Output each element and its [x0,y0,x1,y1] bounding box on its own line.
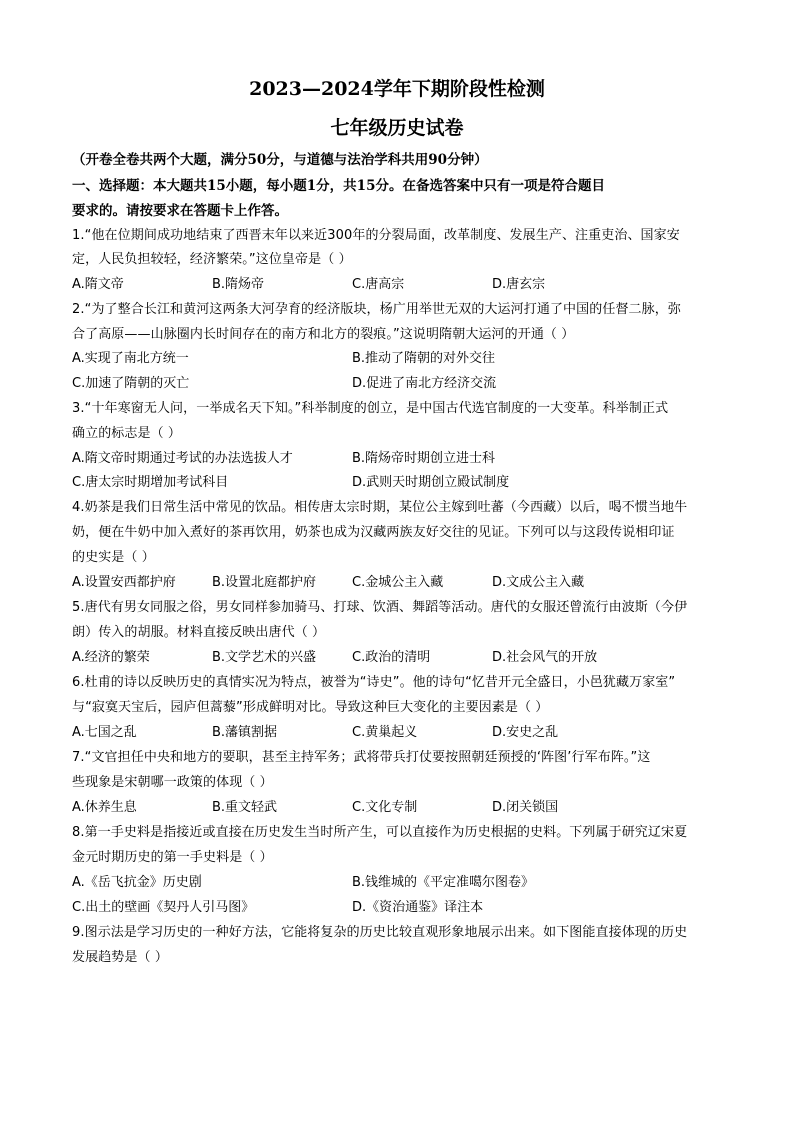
option-b: B.文学艺术的兴盛 [212,650,317,665]
option-d: D.武则天时期创立殿试制度 [352,475,510,490]
question-8-line-2: 金元时期历史的第一手史料是（ ） [72,850,273,865]
question-9-line-1: 9.图示法是学习历史的一种好方法，它能将复杂的历史比较直观形象地展示出来。如下图能直接体现的历史 [72,925,688,940]
option-a: A.经济的繁荣 [72,650,150,665]
question-3-line-2: 确立的标志是（ ） [72,426,182,441]
exam-note: （开卷全卷共两个大题，满分50分，与道德与法治学科共用90分钟） [72,152,488,168]
option-b: B.隋炀帝时期创立进士科 [352,451,496,466]
option-a: A.隋文帝 [72,277,124,292]
option-c: C.文化专制 [352,800,418,815]
option-d: D.安史之乱 [492,725,559,740]
question-1-line-1: 1.“他在位期间成功地结束了西晋末年以来近300年的分裂局面，改革制度、发展生产、注重吏治、国家安 [72,228,680,243]
question-1-options [72,273,732,293]
section-heading-line2: 要求的。请按要求在答题卡上作答。 [72,203,288,219]
question-3-line-1: 3.“十年寒窗无人问，一举成名天下知。”科举制度的创立，是中国古代选官制度的一大变革。科举制正式 [72,401,669,416]
question-1-line-2: 定，人民负担较轻，经济繁荣。”这位皇帝是（ ） [72,252,352,267]
question-2-options-row-2 [72,372,732,392]
option-b: B.重文轻武 [212,800,278,815]
option-a: A.七国之乱 [72,725,137,740]
option-a: A.实现了南北方统一 [72,351,189,366]
option-c: C.政治的清明 [352,650,431,665]
section-heading-line1: 一、选择题：本大题共15小题，每小题1分，共15分。在备选答案中只有一项是符合题目 [72,178,605,194]
question-6-options [72,721,732,741]
question-8-options-row-1 [72,871,732,891]
question-2-line-2: 合了高原——山脉圈内长时间存在的南方和北方的裂痕。”这说明隋朝大运河的开通（ ） [72,327,575,342]
question-6-line-1: 6.杜甫的诗以反映历史的真情实况为特点，被誉为“诗史”。他的诗句“忆昔开元全盛日，小邑犹藏万家室” [72,675,676,690]
question-5-options [72,646,732,666]
option-d: D.文成公主入藏 [492,575,585,590]
option-a: A.休养生息 [72,800,137,815]
option-c: C.加速了隋朝的灭亡 [72,376,190,391]
question-4-options [72,571,732,591]
question-4-line-2: 奶，便在牛奶中加入煮好的茶再饮用，奶茶也成为汉藏两族友好交往的见证。下列可以与这段传说相印证 [72,525,675,540]
option-d: D.社会风气的开放 [492,650,598,665]
option-a: A.《岳飞抗金》历史剧 [72,875,202,890]
question-7-line-1: 7.“文官担任中央和地方的要职，甚至主持军务；武将带兵打仗要按照朝廷预授的‘阵图’行军布阵。”这 [72,750,651,765]
question-2-line-1: 2.“为了整合长江和黄河这两条大河孕育的经济版块，杨广用举世无双的大运河打通了中国的任督二脉，弥 [72,302,681,317]
option-b: B.藩镇割据 [212,725,278,740]
option-b: B.钱维城的《平定准噶尔图卷》 [352,875,535,890]
question-3-options-row-1 [72,447,732,467]
option-c: C.唐高宗 [352,277,405,292]
question-4-line-1: 4.奶茶是我们日常生活中常见的饮品。相传唐太宗时期，某位公主嫁到吐蕃（今西藏）以后，喝不惯当地牛 [72,500,688,515]
option-c: C.金城公主入藏 [352,575,444,590]
question-5-line-2: 朗）传入的胡服。材料直接反映出唐代（ ） [72,625,326,640]
question-6-line-2: 与“寂寞天宝后，园庐但蒿藜”形成鲜明对比。导致这种巨大变化的主要因素是（ ） [72,700,549,715]
question-5-line-1: 5.唐代有男女同服之俗，男女同样参加骑马、打球、饮酒、舞蹈等活动。唐代的女服还曾流行由波斯（今伊 [72,600,688,615]
exam-title: 2023—2024学年下期阶段性检测 [249,78,545,100]
option-a: A.设置安西都护府 [72,575,176,590]
option-c: C.黄巢起义 [352,725,418,740]
option-d: D.促进了南北方经济交流 [352,376,497,391]
option-d: D.闭关锁国 [492,800,559,815]
question-4-line-3: 的史实是（ ） [72,550,155,565]
question-8-line-1: 8.第一手史料是指接近或直接在历史发生当时所产生，可以直接作为历史根据的史料。下列属于研究辽宋夏 [72,825,688,840]
option-b: B.设置北庭都护府 [212,575,317,590]
option-d: D.《资治通鉴》译注本 [352,900,484,915]
exam-subtitle: 七年级历史试卷 [330,117,464,139]
option-c: C.出土的壁画《契丹人引马图》 [72,900,255,915]
option-b: B.隋炀帝 [212,277,265,292]
option-b: B.推动了隋朝的对外交往 [352,351,496,366]
option-d: D.唐玄宗 [492,277,546,292]
question-7-line-2: 些现象是宋朝哪一政策的体现（ ） [72,775,273,790]
question-7-options [72,796,732,816]
question-9-line-2: 发展趋势是（ ） [72,950,168,965]
question-3-options-row-2 [72,471,732,491]
option-a: A.隋文帝时期通过考试的办法选拔人才 [72,451,293,466]
option-c: C.唐太宗时期增加考试科目 [72,475,229,490]
question-2-options-row-1 [72,347,732,367]
question-8-options-row-2 [72,896,732,916]
